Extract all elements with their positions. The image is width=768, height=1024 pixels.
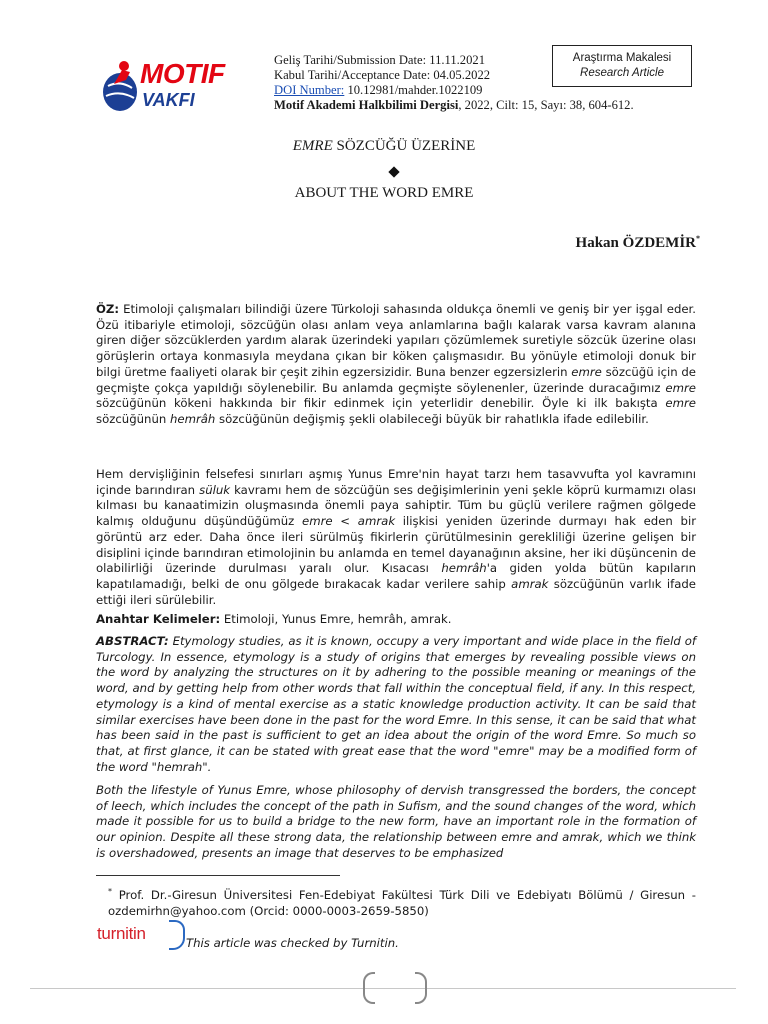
logo-sub-text: VAKFI: [142, 90, 195, 110]
title-turkish-rest: SÖZCÜĞÜ ÜZERİNE: [332, 138, 476, 154]
author-name: [576, 234, 700, 252]
oz-term: hemrâh: [169, 411, 216, 426]
oz-text: sözcüğünün değişmiş şekli olabileceği büyük bir rahatlıkla ifade edilebilir.: [215, 411, 649, 426]
turnitin-logo-text: turnitin: [97, 924, 146, 943]
journal-name: Motif Akademi Halkbilimi Dergisi: [274, 98, 459, 112]
keywords: [96, 612, 696, 628]
oz-term: emre: [665, 396, 696, 411]
journal-citation: [274, 98, 634, 113]
doi-link[interactable]: DOI Number:: [274, 83, 345, 97]
logo-brand-text: MOTIF: [140, 58, 225, 89]
title-english: ABOUT THE WORD EMRE: [294, 185, 474, 201]
oz2-text: Hem dervişliğinin felsefesi sınırları aşmış Yunus Emre'nin hayat tarzı hem tasavvufta yol kavramını içinde barındıran: [96, 467, 696, 497]
oz-term: emre: [571, 364, 602, 379]
abstract-paragraph-2: [96, 783, 696, 862]
turnitin-mark-icon: [169, 920, 185, 950]
diamond-separator-icon: [388, 166, 399, 177]
abstract-paragraph-1: [96, 634, 696, 775]
oz2-text: 'a giden yolda bütün kapıların kapatılamadığı, belki de onu gölgede bırakacak kadar verilere sahip: [96, 561, 697, 591]
oz2-term: emre < amrak: [302, 514, 396, 529]
oz-text: sözcüğü için de geçmişte çokça yapıldığı söylenebilir. Bu anlamda geçmişte söylenenler, üzerinde duracağımız: [96, 364, 696, 395]
abstract-text-2: Both the lifestyle of Yunus Emre, whose philosophy of dervish transgressed the borders, the concept of leech, which includes the concept of the path in Sufism, and the sound changes of the word, which made it possible for us to build a bridge to the new form, have an important role in the formation of our opinion. Despite all these strong data, the relationship between emre and amrak, which we think is overshadowed, presents an image that deserves to be emphasized: [96, 783, 696, 860]
oz-text: sözcüğünün kökeni hakkında bir fikir edinmek için yeterlidir denebilir. Öyle ki ilk bakışta: [96, 396, 666, 411]
page-number-bracket-icon: [363, 972, 427, 1002]
footnote-text: Prof. Dr.-Giresun Üniversitesi Fen-Edebiyat Fakültesi Türk Dili ve Edebiyatı Bölümü / Giresun - ozdemirhn@yahoo.com (Orcid: 0000-0003-2659-5850): [108, 887, 696, 918]
title-turkish-italic: EMRE: [292, 138, 333, 154]
article-type-en: Research Article: [580, 67, 664, 79]
oz-term: emre: [665, 380, 696, 395]
bracket-left-icon: [363, 972, 375, 1004]
turnitin-note: This article was checked by Turnitin.: [186, 936, 399, 950]
oz-paragraph-2: [96, 467, 696, 608]
abstract-text-1: Etymology studies, as it is known, occupy a very important and wide place in the field of Turcology. In essence, etymology is a study of origins that emerges by revealing possible views on the word by analyzing the structures on it by adhering to the possible meaning or meanings of the word, and by getting help from other words that fall within the conceptual field, if any. In this respect, etymology is a kind of mental exercise as a static knowledge production activity. It can be said that similar exercises have been done in the past for the word Emre. In this sense, it can be said that what has been said in the past is sufficient to get an idea about the origin of the word Emre. So much so that, at first glance, it can be stated with great ease that the word "emre" may be a modified form of the word "hemrah".: [96, 634, 696, 774]
oz2-text: kavramı hem de sözcüğün ses değişimlerinin yeni şekle köprü kurmamızı olası kılması bu kanaatimizin oluşmasında önemli paya sahiptir. Tüm bu güçlü verilere rağmen gölgede kalmış olduğunu düşündüğümüz: [96, 482, 697, 529]
oz2-term: amrak: [511, 576, 549, 591]
title-turkish: [0, 138, 768, 155]
abstract-label: ABSTRACT:: [96, 634, 169, 648]
keywords-label: Anahtar Kelimeler:: [96, 612, 221, 626]
author-name-text: Hakan ÖZDEMİR: [575, 235, 696, 251]
oz-paragraph-1: [96, 302, 696, 428]
oz-label: ÖZ:: [96, 302, 120, 316]
bracket-right-icon: [415, 972, 427, 1004]
oz-text: Etimoloji çalışmaları bilindiği üzere Türkoloji sahasında oldukça önemli ve geniş bir yer işgal eder. Özü itibariyle etimoloji, sözcüğün olası anlam veya anlamlarına bağlı kalarak varsa kavram alanına giren diğer sözcüklerden yardım alarak üzerindeki yapıları çözümlemek suretiyle sözcük üzerine olası görüşlerin ortaya konmasıyla meydana çıkan bir köken çalışmasıdır. Bu yönüyle etimoloji donuk bir bilgi üretme faaliyeti olarak bir çeşit zihin egzersizidir. Buna benzer egzersizlerin: [96, 302, 696, 379]
oz2-text: sözcüğünün varlık ifade ettiği ileri sürülebilir.: [96, 576, 697, 607]
footnote-divider: [96, 875, 340, 876]
article-type-box: [552, 45, 692, 87]
keywords-value: Etimoloji, Yunus Emre, hemrâh, amrak.: [220, 612, 452, 626]
footnote-mark: *: [108, 887, 112, 896]
turnitin-logo: [97, 922, 187, 950]
oz-text: sözcüğünün: [96, 411, 170, 426]
motif-vakfi-logo: [100, 50, 250, 122]
oz2-term: süluk: [199, 482, 231, 497]
submission-date: Geliş Tarihi/Submission Date: 11.11.2021: [274, 53, 485, 67]
oz2-term: hemrâh: [441, 561, 487, 576]
acceptance-date: Kabul Tarihi/Acceptance Date: 04.05.2022: [274, 68, 491, 82]
doi-value: 10.12981/mahder.1022109: [344, 83, 483, 97]
citation-details: , 2022, Cilt: 15, Sayı: 38, 604-612.: [458, 98, 634, 112]
oz2-text: ilişkisi yeniden üzerinde durmayı hak eden bir görüntü arz eder. Daha önce ileri sürülmüş fikirlerin çürütülmesinin gerekliliği üzerine gelişen bir disiplini içinde barındıran etimolojinin bu anlamda en temel dayanağının aksine, her iki düşüncenin de olabilirliği üzerinde durulması yaralı olur. Kısacası: [96, 514, 697, 576]
footnote: [108, 884, 696, 919]
article-type-tr: Araştırma Makalesi: [572, 52, 672, 64]
globe-figure-icon: [100, 58, 142, 114]
author-footnote-mark: *: [696, 234, 700, 243]
